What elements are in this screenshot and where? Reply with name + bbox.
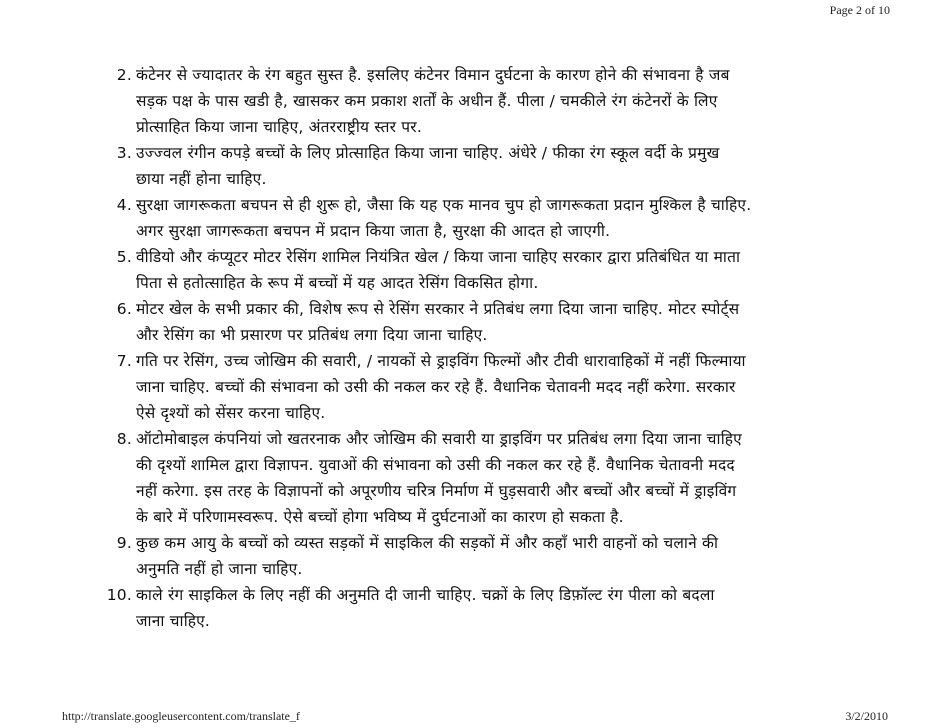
list-item [104,582,884,634]
text-line: सड़क पक्ष के पास खडी है, खासकर कम प्रकाश शर्तों के अधीन हैं. पीला / चमकीले रंग कंटेनरों के लिए [136,92,718,110]
text-line: प्रोत्साहित किया जाना चाहिए, अंतरराष्ट्रीय स्तर पर. [136,118,422,136]
list-item-number: 5. [116,248,132,266]
text-line: नहीं करेगा. इस तरह के विज्ञापनों को अपूरणीय चरित्र निर्माण में घुड़सवारी और बच्चों और बच्चों में ड्राइविंग [136,482,737,500]
text-line: मोटर खेल के सभी प्रकार की, विशेष रूप से रेसिंग सरकार ने प्रतिबंध लगा दिया जाना चाहिए. मोटर स्पोर्ट्स [136,300,740,318]
text-line: काले रंग साइकिल के लिए नहीं की अनुमति दी जानी चाहिए. चक्रों के लिए डिफ़ॉल्ट रंग पीला को बदला [136,586,715,604]
list-item-number: 9. [116,534,132,552]
text-line: अनुमति नहीं हो जाना चाहिए. [136,560,303,578]
text-line: उज्ज्वल रंगीन कपड़े बच्चों के लिए प्रोत्साहित किया जाना चाहिए. अंधेरे / फीका रंग स्कूल वर्दी के प्रमुख [136,144,720,162]
text-line: ऑटोमोबाइल कंपनियां जो खतरनाक और जोखिम की सवारी या ड्राइविंग पर प्रतिबंध लगा दिया जाना चाहिए [136,430,742,448]
list-item [104,348,884,426]
list-item-text [136,62,884,140]
list-item [104,426,884,530]
text-line: की दृश्यों शामिल द्वारा विज्ञापन. युवाओं की संभावना को उसी की नकल कर रहे हैं. वैधानिक चेतावनी मदद [136,456,735,474]
list-item [104,62,884,140]
text-line: गति पर रेसिंग, उच्च जोखिम की सवारी, / नायकों से ड्राइविंग फिल्मों और टीवी धारावाहिकों में नहीं फिल्माया [136,352,746,370]
list-item [104,192,884,244]
list-item-number: 8. [116,430,132,448]
list-item-number: 3. [116,144,132,162]
list-item-text [136,582,884,634]
text-line: पिता से हतोत्साहित के रूप में बच्चों में यह आदत रेसिंग विकसित होगा. [136,274,539,292]
list-item-text [136,192,884,244]
text-line: ऐसे दृश्यों को सेंसर करना चाहिए. [136,404,326,422]
list-item-text [136,348,884,426]
text-line: अगर सुरक्षा जागरूकता बचपन में प्रदान किया जाता है, सुरक्षा की आदत हो जाएगी. [136,222,611,240]
page-number: Page 2 of 10 [829,3,890,17]
list-item [104,140,884,192]
list-item-number: 4. [116,196,132,214]
list-item [104,296,884,348]
list-item-text [136,296,884,348]
list-item [104,244,884,296]
list-item-number: 7. [116,352,132,370]
text-line: वीडियो और कंप्यूटर मोटर रेसिंग शामिल नियंत्रित खेल / किया जाना चाहिए सरकार द्वारा प्रतिबंधित या माता [136,248,741,266]
list-item-text [136,244,884,296]
list-item-number: 2. [116,66,132,84]
text-line: जाना चाहिए. [136,612,211,630]
footer-url: http://translate.googleusercontent.com/translate_f [62,709,300,723]
list-item-text [136,530,884,582]
list-item-number: 6. [116,300,132,318]
text-line: छाया नहीं होना चाहिए. [136,170,267,188]
list-item-number: 10. [106,586,132,604]
text-line: कंटेनर से ज्यादातर के रंग बहुत सुस्त है. इसलिए कंटेनर विमान दुर्घटना के कारण होने की संभावना है जब [136,66,730,84]
text-line: और रेसिंग का भी प्रसारण पर प्रतिबंध लगा दिया जाना चाहिए. [136,326,488,344]
numbered-list [104,62,884,634]
list-item-text [136,426,884,530]
list-item-text [136,140,884,192]
text-line: के बारे में परिणामस्वरूप. ऐसे बच्चों होगा भविष्य में दुर्घटनाओं का कारण हो सकता है. [136,508,624,526]
list-item [104,530,884,582]
text-line: सुरक्षा जागरूकता बचपन से ही शुरू हो, जैसा कि यह एक मानव चुप हो जागरूकता प्रदान मुश्किल है चाहिए. [136,196,752,214]
text-line: कुछ कम आयु के बच्चों को व्यस्त सड़कों में साइकिल की सड़कों में और कहाँ भारी वाहनों को चलाने की [136,534,719,552]
text-line: जाना चाहिए. बच्चों की संभावना को उसी की नकल कर रहे हैं. वैधानिक चेतावनी मदद नहीं करेगा. सरकार [136,378,736,396]
footer-date: 3/2/2010 [845,709,888,723]
